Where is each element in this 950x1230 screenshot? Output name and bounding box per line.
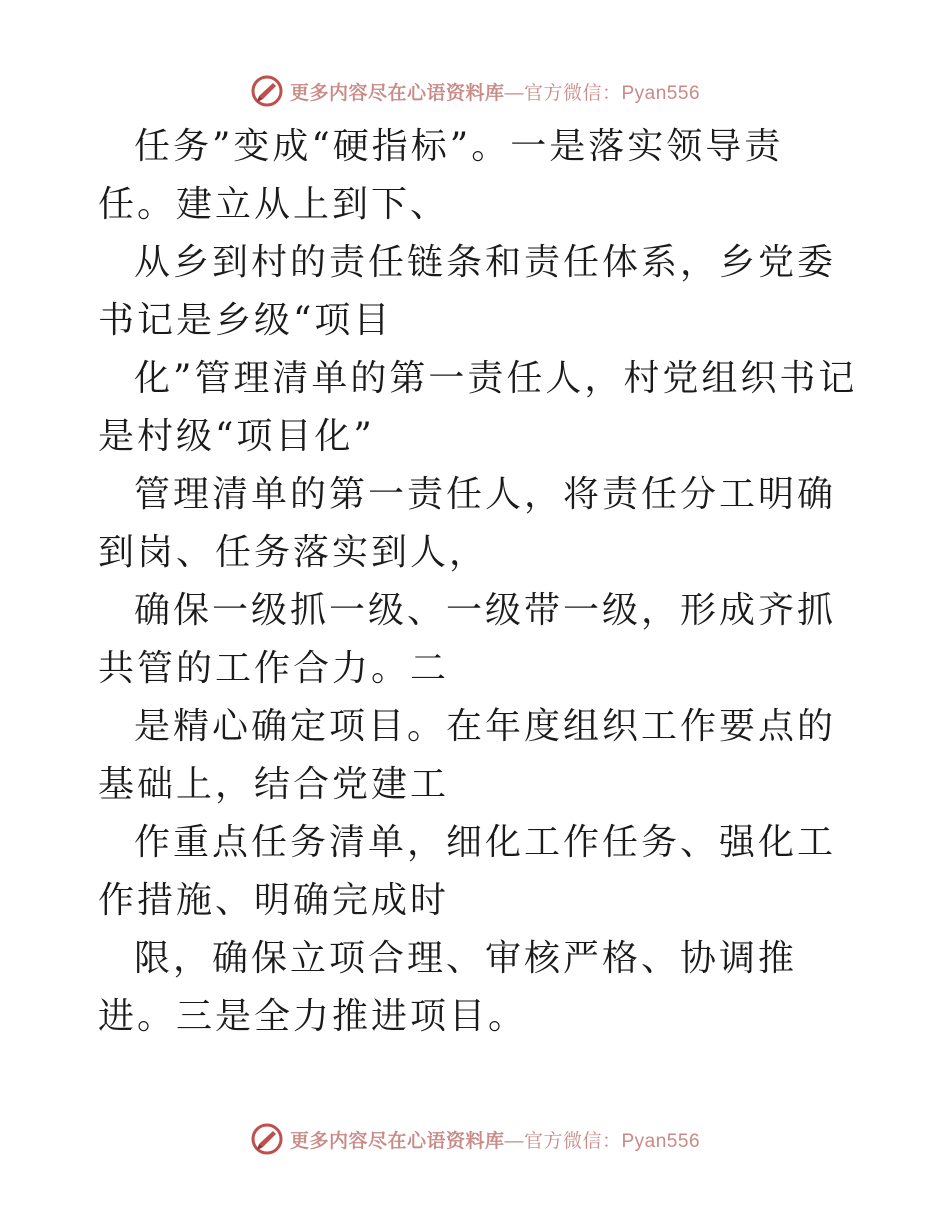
paragraph: 确保一级抓一级、一级带一级，形成齐抓共管的工作合力。二: [98, 590, 837, 689]
logo-icon: [250, 74, 284, 108]
paragraph: 管理清单的第一责任人，将责任分工明确到岗、任务落实到人，: [98, 474, 837, 573]
document-body: [98, 118, 858, 1046]
logo-icon: [250, 1122, 284, 1156]
paragraph: 任务”变成“硬指标”。一是落实领导责任。建立从上到下、: [98, 126, 784, 225]
paragraph: 限，确保立项合理、审核严格、协调推进。三是全力推进项目。: [98, 938, 798, 1037]
watermark-sub-text: —官方微信：Pyan556: [504, 1130, 701, 1152]
watermark-main-text: 更多内容尽在心语资料库: [289, 81, 505, 104]
paragraph: 从乡到村的责任链条和责任体系，乡党委书记是乡级“项目: [98, 242, 837, 341]
paragraph: 是精心确定项目。在年度组织工作要点的基础上，结合党建工: [98, 706, 837, 805]
paragraph: 化”管理清单的第一责任人，村党组织书记是村级“项目化”: [98, 358, 858, 457]
watermark-sub-text: —官方微信：Pyan556: [504, 82, 701, 104]
paragraph: 作重点任务清单，细化工作任务、强化工作措施、明确完成时: [98, 822, 837, 921]
footer-watermark: [0, 1122, 950, 1156]
watermark-main-text: 更多内容尽在心语资料库: [289, 1129, 505, 1152]
header-watermark: [0, 74, 950, 108]
